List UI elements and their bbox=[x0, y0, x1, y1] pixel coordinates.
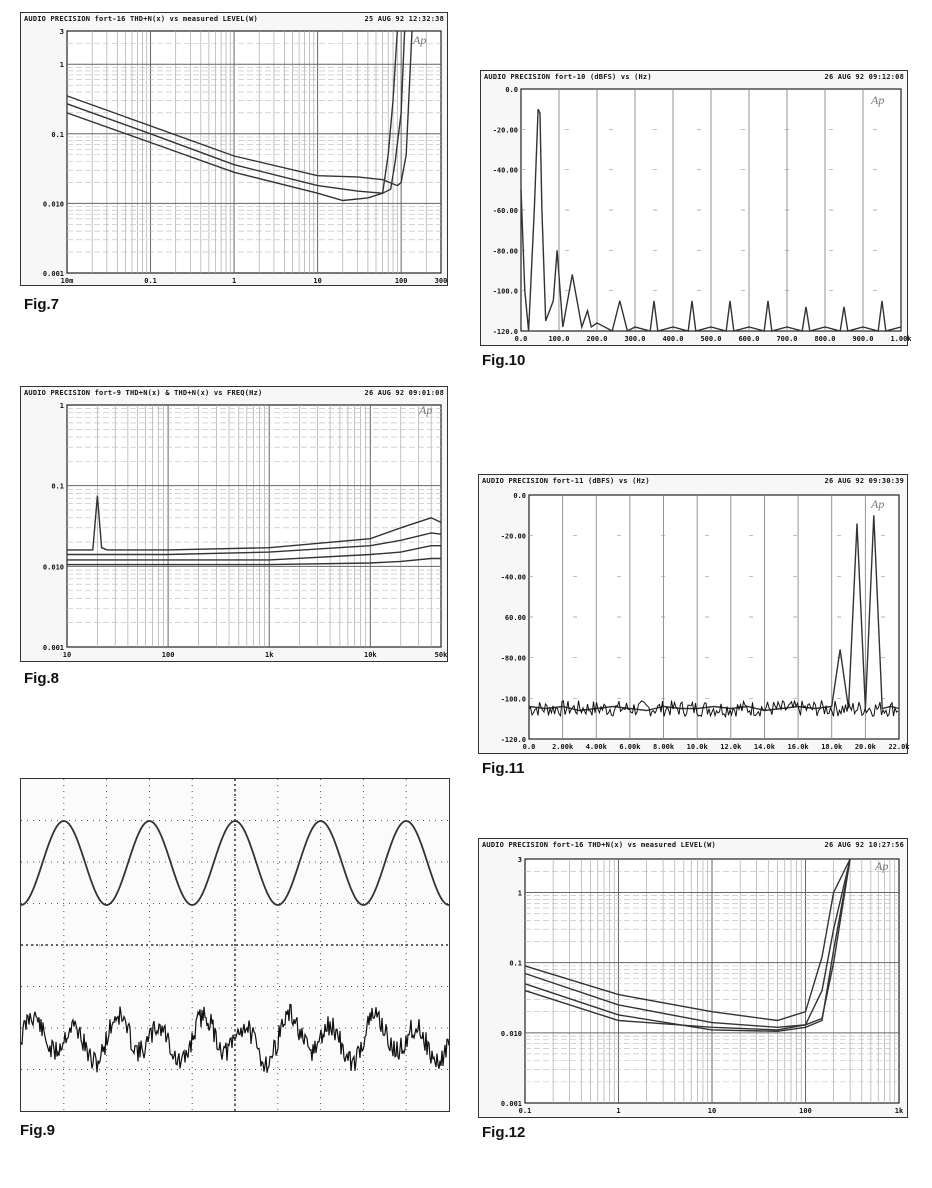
y-tick-label: -40.00 bbox=[500, 573, 526, 582]
x-tick-label: 800.0 bbox=[814, 335, 836, 343]
x-tick-label: 400.0 bbox=[662, 335, 684, 343]
figure-label-fig7: Fig.7 bbox=[24, 296, 60, 313]
x-tick-label: 12.0k bbox=[720, 743, 742, 751]
figure-label-fig10: Fig.10 bbox=[482, 352, 526, 369]
x-tick-label: 0.1 bbox=[144, 277, 157, 285]
y-tick-label: 0.0 bbox=[513, 492, 526, 500]
x-tick-label: 10 bbox=[313, 277, 322, 285]
figure-label-fig9: Fig.9 bbox=[20, 1122, 56, 1139]
x-tick-label: 100 bbox=[161, 651, 175, 659]
x-tick-label: 16.0k bbox=[787, 743, 809, 751]
y-tick-label: 3 bbox=[59, 28, 64, 36]
x-tick-label: 6.00k bbox=[619, 743, 641, 751]
y-tick-label: 0.0 bbox=[505, 86, 518, 94]
y-tick-label: -80.00 bbox=[492, 247, 518, 256]
chart-panel-fig10 bbox=[480, 70, 912, 346]
plot-fig9 bbox=[21, 779, 449, 1111]
x-tick-label: 1k bbox=[264, 651, 274, 659]
y-tick-label: 0.010 bbox=[42, 563, 64, 572]
chart-header bbox=[482, 841, 904, 851]
y-tick-label: -20.00 bbox=[500, 532, 526, 541]
chart-header-left: AUDIO PRECISION fort-9 THD+N(x) & THD+N(x) vs FREQ(Hz) bbox=[24, 389, 263, 397]
y-tick-label: -100.0 bbox=[500, 695, 526, 704]
chart-header bbox=[24, 389, 444, 399]
ap-logo: Ap bbox=[871, 497, 885, 511]
y-tick-label: 0.1 bbox=[51, 130, 64, 139]
figure-label-fig8: Fig.8 bbox=[24, 670, 60, 687]
chart-panel-fig8 bbox=[20, 386, 448, 662]
chart-header-right: 26 AUG 92 09:12:08 bbox=[824, 73, 904, 81]
y-tick-label: 0.001 bbox=[500, 1100, 522, 1108]
ap-logo: Ap bbox=[419, 403, 433, 417]
plot-area bbox=[67, 405, 441, 647]
y-tick-label: 0.001 bbox=[42, 270, 64, 278]
x-tick-label: 0.0 bbox=[522, 743, 536, 751]
x-tick-label: 4.00k bbox=[585, 743, 607, 751]
chart-header-left: AUDIO PRECISION fort-11 (dBFS) vs (Hz) bbox=[482, 477, 650, 485]
x-tick-label: 18.0k bbox=[821, 743, 843, 751]
x-tick-label: 0.1 bbox=[518, 1107, 532, 1115]
y-tick-label: 0.001 bbox=[42, 644, 64, 652]
x-tick-label: 1k bbox=[894, 1107, 904, 1115]
y-tick-label: -60.00 bbox=[492, 207, 518, 215]
chart-header bbox=[482, 477, 904, 487]
plot-area bbox=[529, 495, 899, 739]
ap-logo: Ap bbox=[413, 33, 427, 47]
x-tick-label: 300 bbox=[434, 277, 448, 285]
x-tick-label: 300.0 bbox=[624, 335, 646, 343]
y-tick-label: 1 bbox=[59, 61, 64, 70]
x-tick-label: 100 bbox=[799, 1107, 812, 1115]
y-tick-label: 0.1 bbox=[509, 959, 522, 968]
y-tick-label: 0.1 bbox=[51, 482, 64, 491]
y-tick-label: -120.0 bbox=[492, 328, 518, 336]
y-tick-label: -20.00 bbox=[492, 126, 518, 135]
x-tick-label: 8.00k bbox=[653, 743, 675, 751]
ap-logo: Ap bbox=[871, 93, 885, 107]
x-tick-label: 10.0k bbox=[686, 743, 708, 751]
x-tick-label: 100.0 bbox=[548, 335, 570, 343]
x-tick-label: 100 bbox=[394, 277, 408, 285]
plot-fig7 bbox=[21, 25, 447, 287]
plot-fig10 bbox=[481, 83, 912, 347]
figure-label-fig12: Fig.12 bbox=[482, 1124, 526, 1141]
x-tick-label: 700.0 bbox=[776, 335, 798, 343]
chart-panel-fig7 bbox=[20, 12, 448, 286]
plot-fig12 bbox=[479, 851, 907, 1119]
chart-header-right: 26 AUG 92 09:30:39 bbox=[824, 477, 904, 485]
x-tick-label: 22.0k bbox=[888, 743, 910, 751]
figure-label-fig11: Fig.11 bbox=[482, 760, 525, 777]
chart-header-left: AUDIO PRECISION fort-16 THD+N(x) vs measured LEVEL(W) bbox=[24, 15, 258, 23]
x-tick-label: 50k bbox=[434, 651, 448, 659]
y-tick-label: -40.00 bbox=[492, 166, 518, 175]
x-tick-label: 10m bbox=[60, 277, 74, 285]
chart-header bbox=[484, 73, 904, 83]
y-tick-label: -80.00 bbox=[500, 654, 526, 663]
chart-header-left: AUDIO PRECISION fort-10 (dBFS) vs (Hz) bbox=[484, 73, 652, 81]
ap-logo: Ap bbox=[875, 859, 889, 873]
x-tick-label: 1 bbox=[231, 277, 237, 285]
chart-header bbox=[24, 15, 444, 25]
x-tick-label: 10 bbox=[707, 1107, 717, 1115]
y-tick-label: 0.010 bbox=[500, 1029, 522, 1038]
x-tick-label: 500.0 bbox=[700, 335, 722, 343]
y-tick-label: -100.0 bbox=[492, 287, 518, 296]
y-tick-label: 60.00 bbox=[504, 614, 526, 622]
chart-panel-fig11 bbox=[478, 474, 908, 754]
y-tick-label: 1 bbox=[517, 889, 522, 898]
x-tick-label: 10 bbox=[62, 651, 72, 659]
plot-fig8 bbox=[21, 399, 447, 663]
x-tick-label: 600.0 bbox=[738, 335, 760, 343]
x-tick-label: 900.0 bbox=[852, 335, 874, 343]
y-tick-label: 3 bbox=[517, 856, 522, 864]
x-tick-label: 2.00k bbox=[552, 743, 574, 751]
y-tick-label: -120.0 bbox=[500, 736, 526, 744]
x-tick-label: 0.0 bbox=[514, 335, 528, 343]
x-tick-label: 10k bbox=[363, 651, 377, 659]
chart-panel-fig9 bbox=[20, 778, 450, 1112]
x-tick-label: 1 bbox=[616, 1107, 621, 1115]
x-tick-label: 1.00k bbox=[890, 335, 912, 343]
x-tick-label: 14.0k bbox=[753, 743, 775, 751]
y-tick-label: 0.010 bbox=[42, 200, 64, 209]
plot-fig11 bbox=[479, 487, 910, 755]
x-tick-label: 20.0k bbox=[854, 743, 876, 751]
chart-header-right: 25 AUG 92 12:32:38 bbox=[364, 15, 444, 23]
chart-header-right: 26 AUG 92 09:01:08 bbox=[364, 389, 444, 397]
chart-header-left: AUDIO PRECISION fort-16 THD+N(x) vs measured LEVEL(W) bbox=[482, 841, 716, 849]
x-tick-label: 200.0 bbox=[586, 335, 608, 343]
y-tick-label: 1 bbox=[59, 402, 64, 410]
chart-panel-fig12 bbox=[478, 838, 908, 1118]
chart-header-right: 26 AUG 92 10:27:56 bbox=[824, 841, 904, 849]
